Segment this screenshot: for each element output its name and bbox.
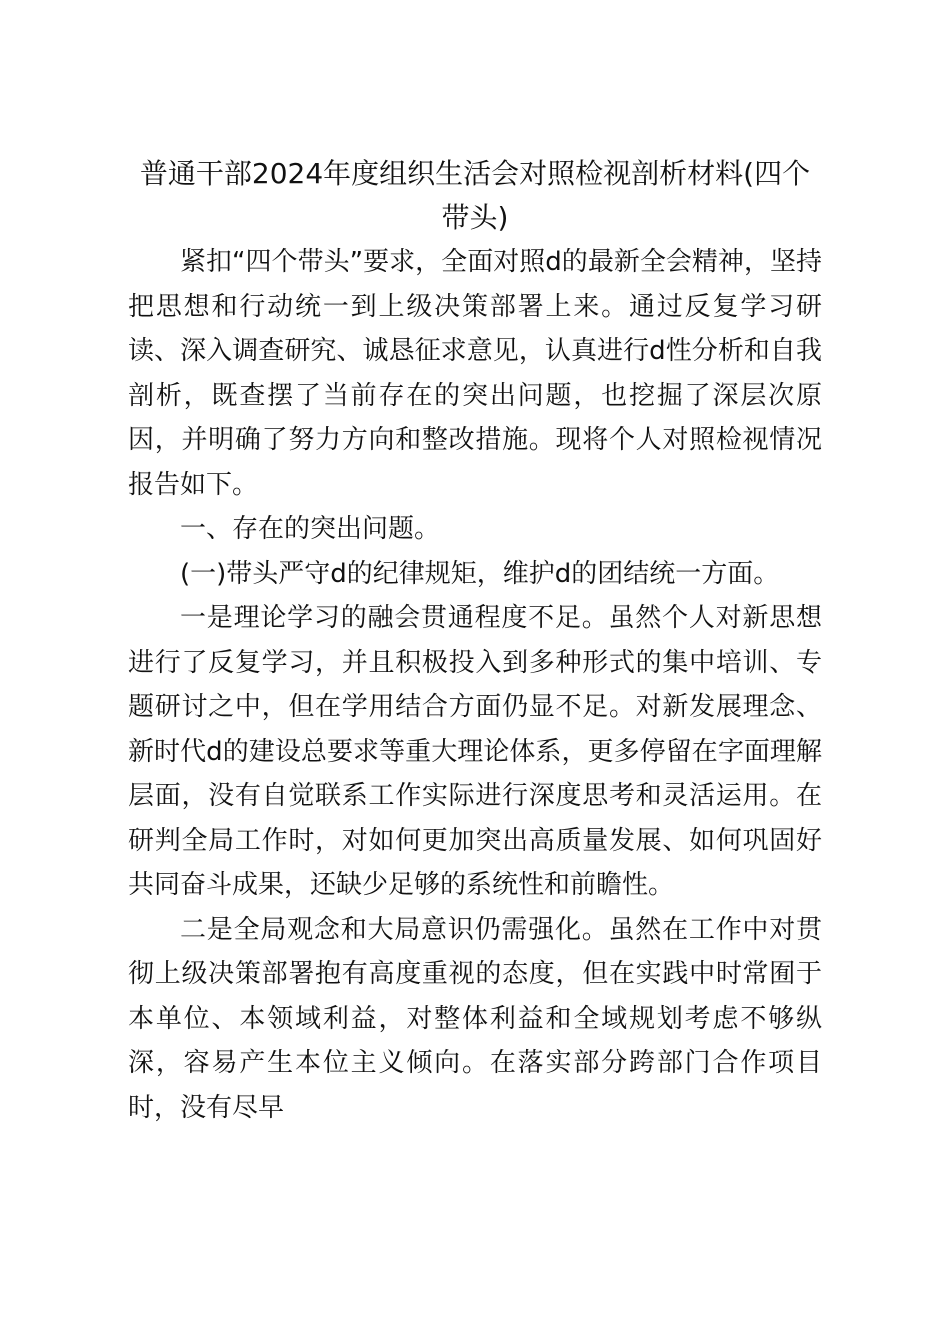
document-title: 普通干部2024年度组织生活会对照检视剖析材料(四个带头)	[139, 157, 811, 234]
subsection-heading: (一)带头严守d的纪律规矩，维护d的团结统一方面。	[180, 558, 780, 589]
section-heading: 一、存在的突出问题。	[180, 514, 441, 544]
body-paragraph: 二是全局观念和大局意识仍需强化。虽然在工作中对贯彻上级决策部署抱有高度重视的态度，但在实践中时常囿于本单位、本领域利益，对整体利益和全域规划考虑不够纵深，容易产生本位主义倾向。在落实部分跨部门合作项目时，没有尽早	[128, 914, 822, 1123]
document-body	[128, 152, 822, 1130]
intro-paragraph: 紧扣“四个带头”要求，全面对照d的最新全会精神，坚持把思想和行动统一到上级决策部署上来。通过反复学习研读、深入调查研究、诚恳征求意见，认真进行d性分析和自我剖析，既查摆了当前存在的突出问题，也挖掘了深层次原因，并明确了努力方向和整改措施。现将个人对照检视情况报告如下。	[128, 247, 822, 500]
body-paragraph: 一是理论学习的融会贯通程度不足。虽然个人对新思想进行了反复学习，并且积极投入到多种形式的集中培训、专题研讨之中，但在学用结合方面仍显不足。对新发展理念、新时代d的建设总要求等重大理论体系，更多停留在字面理解层面，没有自觉联系工作实际进行深度思考和灵活运用。在研判全局工作时，对如何更加突出高质量发展、如何巩固好共同奋斗成果，还缺少足够的系统性和前瞻性。	[128, 603, 822, 900]
